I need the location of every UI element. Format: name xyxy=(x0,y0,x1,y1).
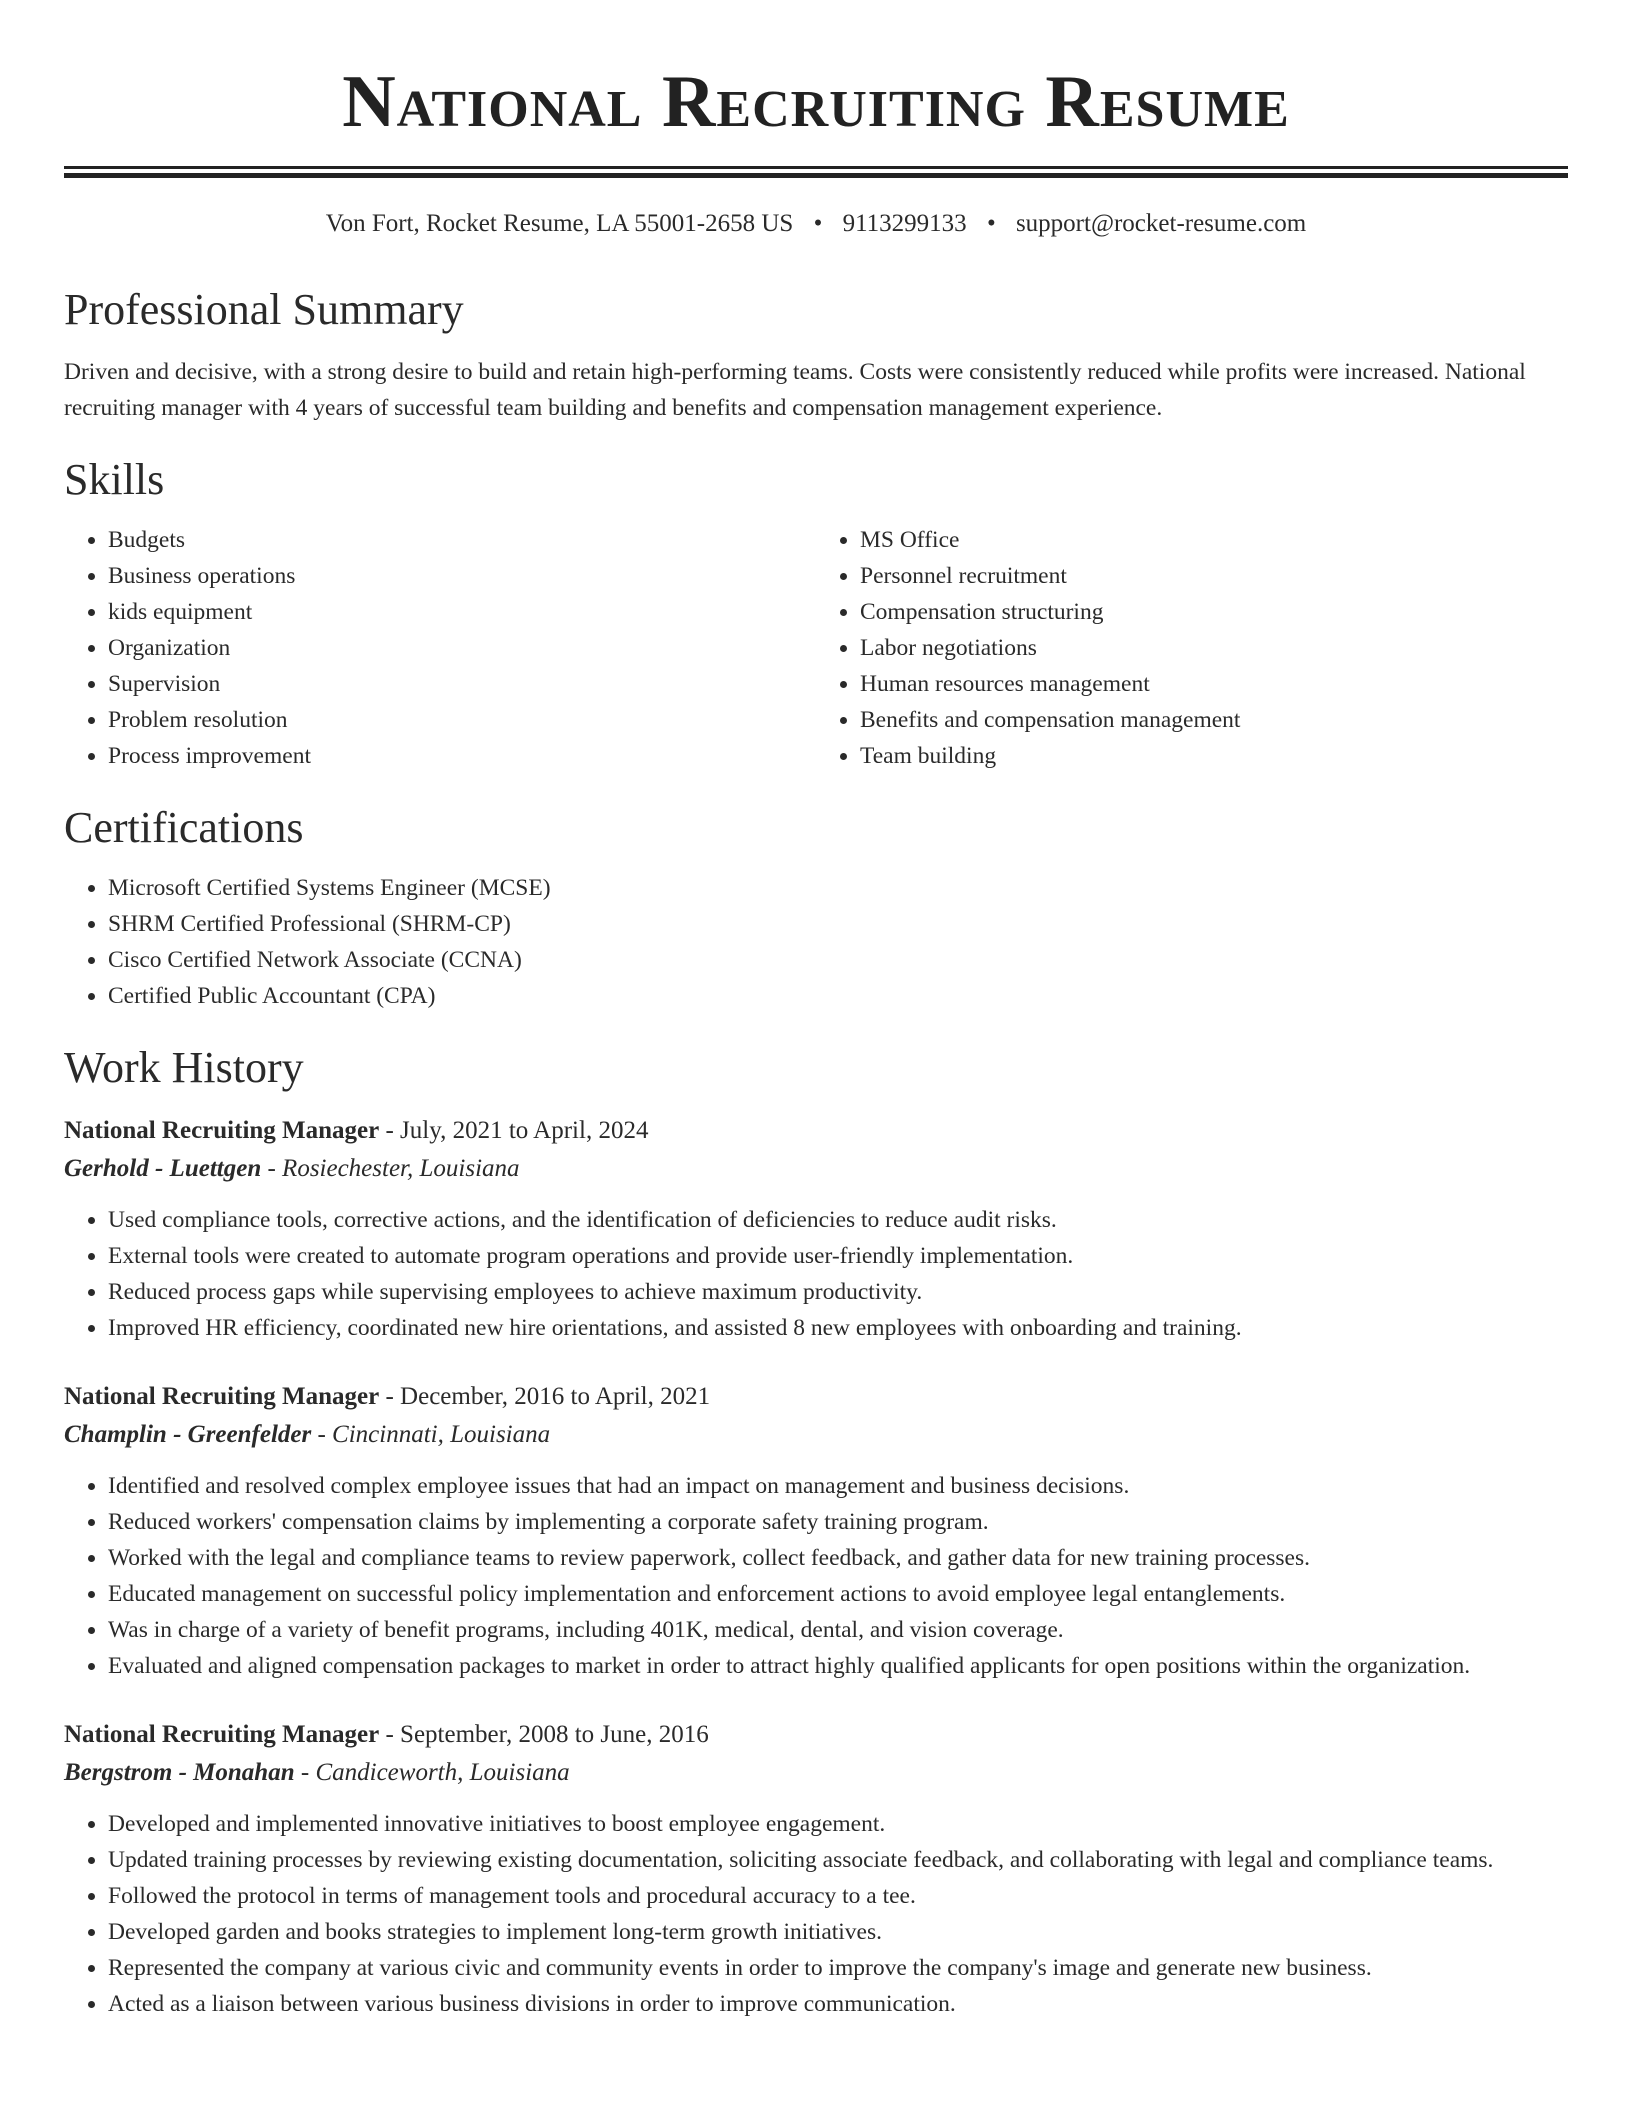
job-employer xyxy=(64,1150,1568,1188)
title-divider xyxy=(64,166,1568,178)
job-bullets xyxy=(64,1806,1568,2022)
job-company: Champlin - Greenfelder xyxy=(64,1421,312,1448)
job-entry xyxy=(64,1112,1568,1346)
skills-columns xyxy=(64,522,1568,774)
job-bullet: • External tools were created to automate program operations and provide user-friendly implementation. xyxy=(108,1238,1568,1274)
skills-left-list xyxy=(64,522,816,774)
certification-item: • Microsoft Certified Systems Engineer (MCSE) xyxy=(108,870,1568,906)
contact-separator: • xyxy=(986,210,996,237)
job-location: - Candiceworth, Louisiana xyxy=(294,1759,570,1786)
skill-item: • Human resources management xyxy=(860,666,1568,702)
job-entry xyxy=(64,1716,1568,2022)
job-company: Bergstrom - Monahan xyxy=(64,1759,295,1786)
certification-item: • SHRM Certified Professional (SHRM-CP) xyxy=(108,906,1568,942)
job-dates: - December, 2016 to April, 2021 xyxy=(379,1383,711,1410)
job-entry xyxy=(64,1378,1568,1684)
job-title: National Recruiting Manager xyxy=(64,1117,380,1144)
contact-address: Von Fort, Rocket Resume, LA 55001-2658 US xyxy=(325,210,794,237)
skills-section xyxy=(64,454,1568,774)
job-bullet: • Used compliance tools, corrective actions, and the identification of deficiencies to reduce audit risks. xyxy=(108,1202,1568,1238)
contact-line xyxy=(64,208,1568,240)
job-bullet: • Educated management on successful policy implementation and enforcement actions to avoid employee legal entanglements. xyxy=(108,1576,1568,1612)
job-dates: - July, 2021 to April, 2024 xyxy=(379,1117,649,1144)
skill-item: • Problem resolution xyxy=(108,702,816,738)
certification-item: • Cisco Certified Network Associate (CCNA) xyxy=(108,942,1568,978)
summary-text: Driven and decisive, with a strong desire to build and retain high-performing teams. Costs were consistently reduced while profits were increased. National recruiting manager with 4 years of successful team building and benefits and compensation management experience. xyxy=(64,359,1526,421)
job-bullets xyxy=(64,1202,1568,1346)
job-bullet: • Improved HR efficiency, coordinated new hire orientations, and assisted 8 new employees with onboarding and training. xyxy=(108,1310,1568,1346)
skill-item: • kids equipment xyxy=(108,594,816,630)
job-bullet: • Developed and implemented innovative initiatives to boost employee engagement. xyxy=(108,1806,1568,1842)
job-bullet: • Identified and resolved complex employee issues that had an impact on management and business decisions. xyxy=(108,1468,1568,1504)
skill-item: • Organization xyxy=(108,630,816,666)
skill-item: • Compensation structuring xyxy=(860,594,1568,630)
job-title: National Recruiting Manager xyxy=(64,1383,380,1410)
job-bullet: • Was in charge of a variety of benefit programs, including 401K, medical, dental, and vision coverage. xyxy=(108,1612,1568,1648)
contact-separator: • xyxy=(813,210,823,237)
certifications-heading: Certifications xyxy=(64,803,304,852)
certification-item: • Certified Public Accountant (CPA) xyxy=(108,978,1568,1014)
skill-item: • Personnel recruitment xyxy=(860,558,1568,594)
job-location: - Rosiechester, Louisiana xyxy=(261,1155,520,1182)
job-bullet: • Acted as a liaison between various business divisions in order to improve communication. xyxy=(108,1986,1568,2022)
job-bullets xyxy=(64,1468,1568,1684)
job-company: Gerhold - Luettgen xyxy=(64,1155,262,1182)
skill-item: • Budgets xyxy=(108,522,816,558)
skill-item: • Process improvement xyxy=(108,738,816,774)
job-bullet: • Reduced process gaps while supervising employees to achieve maximum productivity. xyxy=(108,1274,1568,1310)
job-bullet: • Reduced workers' compensation claims by implementing a corporate safety training program. xyxy=(108,1504,1568,1540)
work-history-heading: Work History xyxy=(64,1043,304,1092)
job-bullet: • Worked with the legal and compliance teams to review paperwork, collect feedback, and gather data for new training processes. xyxy=(108,1540,1568,1576)
certifications-section xyxy=(64,802,1568,1014)
skill-item: • Benefits and compensation management xyxy=(860,702,1568,738)
job-bullet: • Developed garden and books strategies to implement long-term growth initiatives. xyxy=(108,1914,1568,1950)
skills-heading: Skills xyxy=(64,455,165,504)
skill-item: • Supervision xyxy=(108,666,816,702)
summary-heading: Professional Summary xyxy=(64,285,464,334)
job-dates: - September, 2008 to June, 2016 xyxy=(379,1721,709,1748)
work-history-section xyxy=(64,1042,1568,2022)
certifications-list xyxy=(64,870,1568,1014)
skill-item: • MS Office xyxy=(860,522,1568,558)
job-employer xyxy=(64,1416,1568,1454)
job-employer xyxy=(64,1754,1568,1792)
contact-phone: 9113299133 xyxy=(842,210,967,237)
resume-title: National Recruiting Resume xyxy=(342,61,1290,143)
contact-email: support@rocket-resume.com xyxy=(1015,210,1307,237)
job-location: - Cincinnati, Louisiana xyxy=(311,1421,551,1448)
job-bullet: • Followed the protocol in terms of management tools and procedural accuracy to a tee. xyxy=(108,1878,1568,1914)
skill-item: • Labor negotiations xyxy=(860,630,1568,666)
job-header xyxy=(64,1716,1568,1754)
summary-section xyxy=(64,284,1568,426)
job-header xyxy=(64,1378,1568,1416)
job-title: National Recruiting Manager xyxy=(64,1721,380,1748)
skill-item: • Business operations xyxy=(108,558,816,594)
job-bullet: • Updated training processes by reviewing existing documentation, soliciting associate feedback, and collaborating with legal and compliance teams. xyxy=(108,1842,1568,1878)
job-bullet: • Represented the company at various civic and community events in order to improve the company's image and generate new business. xyxy=(108,1950,1568,1986)
resume-page xyxy=(64,0,1568,2022)
job-bullet: • Evaluated and aligned compensation packages to market in order to attract highly qualified applicants for open positions within the organization. xyxy=(108,1648,1568,1684)
job-header xyxy=(64,1112,1568,1150)
skills-right-list xyxy=(816,522,1568,774)
skill-item: • Team building xyxy=(860,738,1568,774)
